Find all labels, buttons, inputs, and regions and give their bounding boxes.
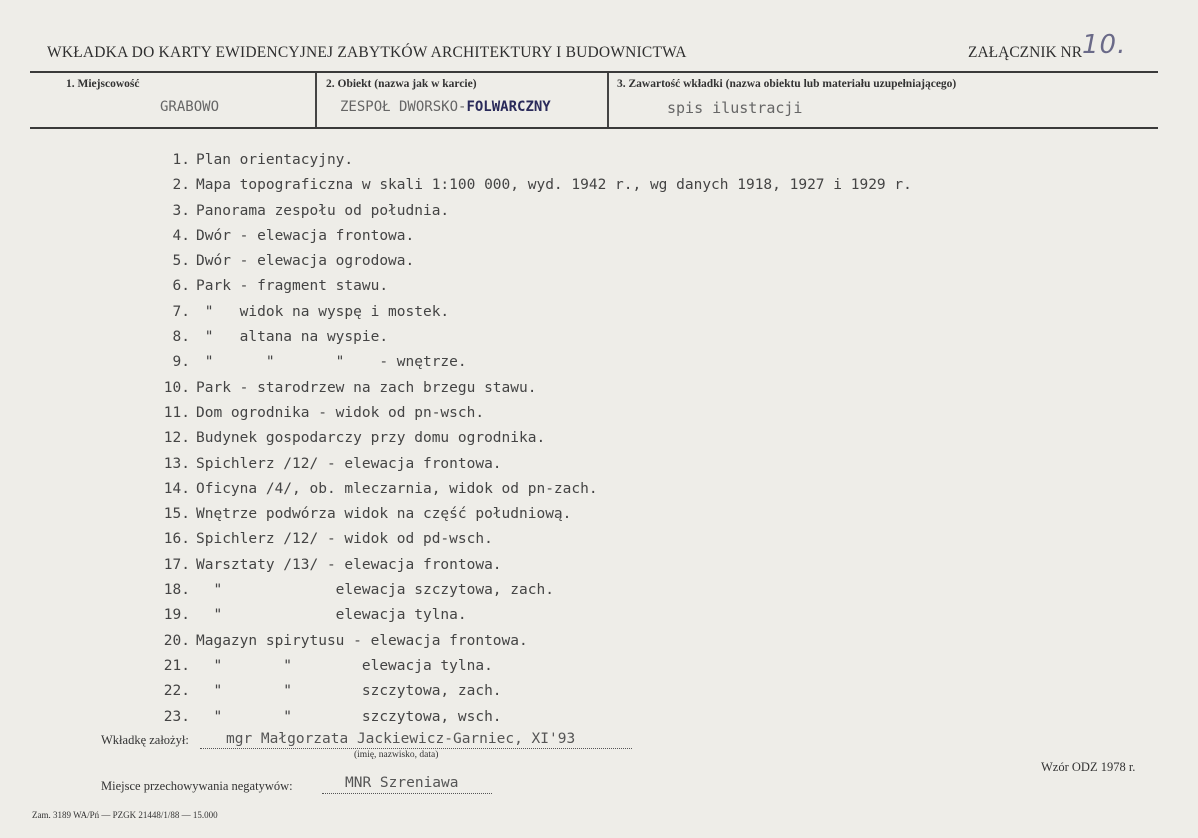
item-text: Park - starodrzew na zach brzegu stawu.: [196, 379, 537, 396]
annex-label: ZAŁĄCZNIK NR: [968, 44, 1083, 61]
item-number: 14.: [163, 480, 190, 497]
author-dotted-line: [200, 748, 632, 749]
item-number: 23.: [163, 708, 190, 725]
list-item: [150, 477, 912, 502]
negatives-dotted-line: [322, 793, 492, 794]
negatives-label: Miejsce przechowywania negatywów:: [101, 779, 293, 793]
list-item: [150, 376, 912, 401]
item-text: Magazyn spirytusu - elewacja frontowa.: [196, 632, 528, 649]
item-text: Plan orientacyjny.: [196, 152, 354, 168]
item-number: 10.: [163, 379, 190, 396]
item-text: " " szczytowa, zach.: [196, 683, 502, 700]
list-item: [150, 629, 912, 654]
column-divider: [607, 73, 609, 128]
list-item: [150, 654, 912, 679]
item-number: 19.: [163, 607, 190, 624]
author-hint: (imię, nazwisko, data): [354, 750, 439, 760]
item-number: 1.: [172, 152, 190, 168]
list-item: [150, 199, 912, 224]
annex-number: 10.: [1082, 30, 1127, 60]
item-text: Panorama zespołu od południa.: [196, 202, 450, 219]
header-bottom-rule: [30, 127, 1158, 129]
author-label: Wkładkę założył:: [101, 733, 189, 747]
contents-label: 3. Zawartość wkładki (nazwa obiektu lub materiału uzupełniającego): [617, 78, 957, 90]
list-item: [150, 350, 912, 375]
object-value-part-b: FOLWARCZNY: [466, 99, 551, 115]
item-text: Spichlerz /12/ - elewacja frontowa.: [196, 455, 502, 472]
item-text: Dwór - elewacja ogrodowa.: [196, 253, 415, 270]
item-number: 13.: [163, 455, 190, 472]
item-text: " elewacja szczytowa, zach.: [196, 582, 554, 599]
object-label: 2. Obiekt (nazwa jak w karcie): [326, 78, 477, 90]
item-text: Wnętrze podwórza widok na część południową.: [196, 506, 572, 523]
list-item: [150, 401, 912, 426]
item-number: 4.: [172, 227, 190, 244]
item-text: Spichlerz /12/ - widok od pd-wsch.: [196, 531, 493, 548]
item-number: 20.: [163, 632, 190, 649]
item-text: Budynek gospodarczy przy domu ogrodnika.: [196, 430, 546, 447]
item-number: 6.: [172, 278, 190, 295]
item-text: " " " - wnętrze.: [196, 354, 467, 371]
item-number: 7.: [172, 303, 190, 320]
item-number: 8.: [172, 329, 190, 346]
item-number: 16.: [163, 531, 190, 548]
item-text: Dom ogrodnika - widok od pn-wsch.: [196, 404, 485, 421]
list-item: [150, 553, 912, 578]
list-item: [150, 426, 912, 451]
locality-label: 1. Miejscowość: [66, 78, 140, 90]
list-item: [150, 527, 912, 552]
list-item: [150, 502, 912, 527]
card-title: WKŁADKA DO KARTY EWIDENCYJNEJ ZABYTKÓW ARCHITEKTURY I BUDOWNICTWA: [47, 44, 687, 61]
print-info: Zam. 3189 WA/Pń — PZGK 21448/1/88 — 15.000: [32, 810, 218, 820]
locality-value: GRABOWO: [160, 99, 220, 115]
list-item: [150, 249, 912, 274]
item-number: 3.: [172, 202, 190, 219]
list-item: [150, 578, 912, 603]
pattern-label: Wzór ODZ 1978 r.: [1041, 760, 1136, 774]
list-item: [150, 148, 912, 173]
list-item: [150, 300, 912, 325]
item-number: 11.: [163, 404, 190, 421]
item-number: 5.: [172, 253, 190, 270]
list-item: [150, 603, 912, 628]
item-text: " " szczytowa, wsch.: [196, 708, 502, 725]
contents-value: spis ilustracji: [667, 99, 803, 117]
column-divider: [315, 73, 317, 128]
item-number: 12.: [163, 430, 190, 447]
item-text: " altana na wyspie.: [196, 329, 389, 346]
item-text: Oficyna /4/, ob. mleczarnia, widok od pn-zach.: [196, 480, 598, 497]
object-value: [340, 99, 551, 115]
item-text: Warsztaty /13/ - elewacja frontowa.: [196, 556, 502, 573]
item-text: Dwór - elewacja frontowa.: [196, 227, 415, 244]
item-text: Mapa topograficzna w skali 1:100 000, wyd. 1942 r., wg danych 1918, 1927 i 1929 r.: [196, 177, 912, 194]
object-value-part-a: ZESPOŁ DWORSKO-: [340, 99, 467, 115]
item-number: 21.: [163, 657, 190, 674]
item-text: " widok na wyspę i mostek.: [196, 303, 450, 320]
list-item: [150, 274, 912, 299]
list-item: [150, 173, 912, 198]
item-text: " " elewacja tylna.: [196, 657, 493, 674]
item-number: 18.: [163, 582, 190, 599]
list-item: [150, 705, 912, 730]
list-item: [150, 452, 912, 477]
item-number: 17.: [163, 556, 190, 573]
item-number: 22.: [163, 683, 190, 700]
illustration-list: [150, 148, 912, 730]
list-item: [150, 679, 912, 704]
item-number: 9.: [172, 354, 190, 371]
header-top-rule: [30, 71, 1158, 73]
item-number: 15.: [163, 506, 190, 523]
negatives-value: MNR Szreniawa: [345, 775, 459, 791]
item-number: 2.: [172, 177, 190, 194]
author-value: mgr Małgorzata Jackiewicz-Garniec, XI'93: [226, 731, 576, 747]
item-text: Park - fragment stawu.: [196, 278, 389, 295]
list-item: [150, 325, 912, 350]
item-text: " elewacja tylna.: [196, 607, 467, 624]
list-item: [150, 224, 912, 249]
